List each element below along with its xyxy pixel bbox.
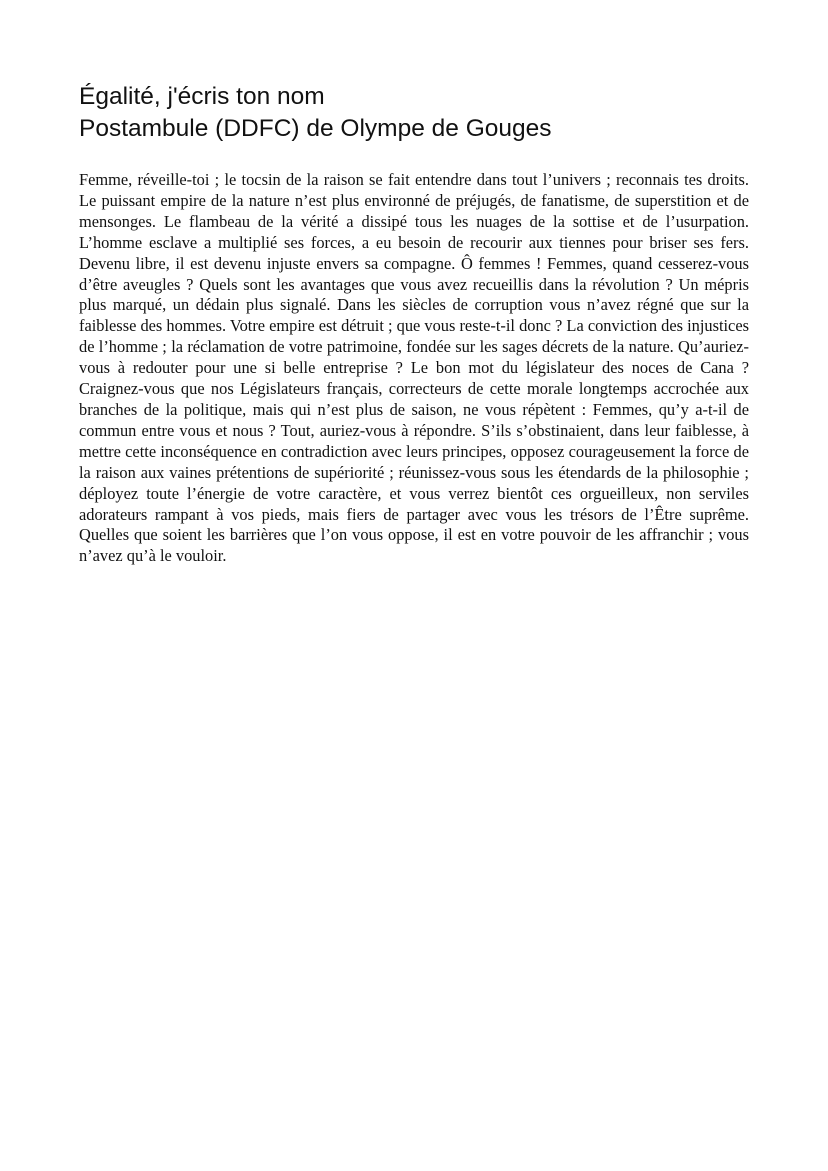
body-paragraph: Femme, réveille-toi ; le tocsin de la raison se fait entendre dans tout l’univers ; reconnais tes droits. Le puissant empire de la nature n’est plus environné de préjugés, de fanatisme, de superstition et de mensonges. Le flambeau de la vérité a dissipé tous les nuages de la sottise et de l’usurpation. L’homme esclave a multiplié ses forces, a eu besoin de recourir aux tiennes pour briser ses fers. Devenu libre, il est devenu injuste envers sa compagne. Ô femmes ! Femmes, quand cesserez-vous d’être aveugles ? Quels sont les avantages que vous avez recueillis dans la révolution ? Un mépris plus marqué, un dédain plus signalé. Dans les siècles de corruption vous n’avez régné que sur la faiblesse des hommes. Votre empire est détruit ; que vous reste-t-il donc ? La conviction des injustices de l’homme ; la réclamation de votre patrimoine, fondée sur les sages décrets de la nature. Qu’auriez-vous à redouter pour une si belle entreprise ? Le bon mot du législateur des noces de Cana ? Craignez-vous que nos Législateurs français, correcteurs de cette morale longtemps accrochée aux branches de la politique, mais qui n’est plus de saison, ne vous répètent : Femmes, qu’y a-t-il de commun entre vous et nous ? Tout, auriez-vous à répondre. S’ils s’obstinaient, dans leur faiblesse, à mettre cette inconséquence en contradiction avec leurs principes, opposez courageusement la force de la raison aux vaines prétentions de supériorité ; réunissez-vous sous les étendards de la philosophie ; déployez toute l’énergie de votre caractère, et vous verrez bientôt ces orgueilleux, non serviles adorateurs rampant à vos pieds, mais fiers de partager avec vous les trésors de l’Être suprême. Quelles que soient les barrières que l’on vous oppose, il est en votre pouvoir de les affranchir ; vous n’avez qu’à le vouloir.	[79, 170, 749, 566]
title-line-2: Postambule (DDFC) de Olympe de Gouges	[79, 115, 552, 142]
title-line-1: Égalité, j'écris ton nom	[79, 83, 325, 110]
document-title	[79, 81, 759, 145]
